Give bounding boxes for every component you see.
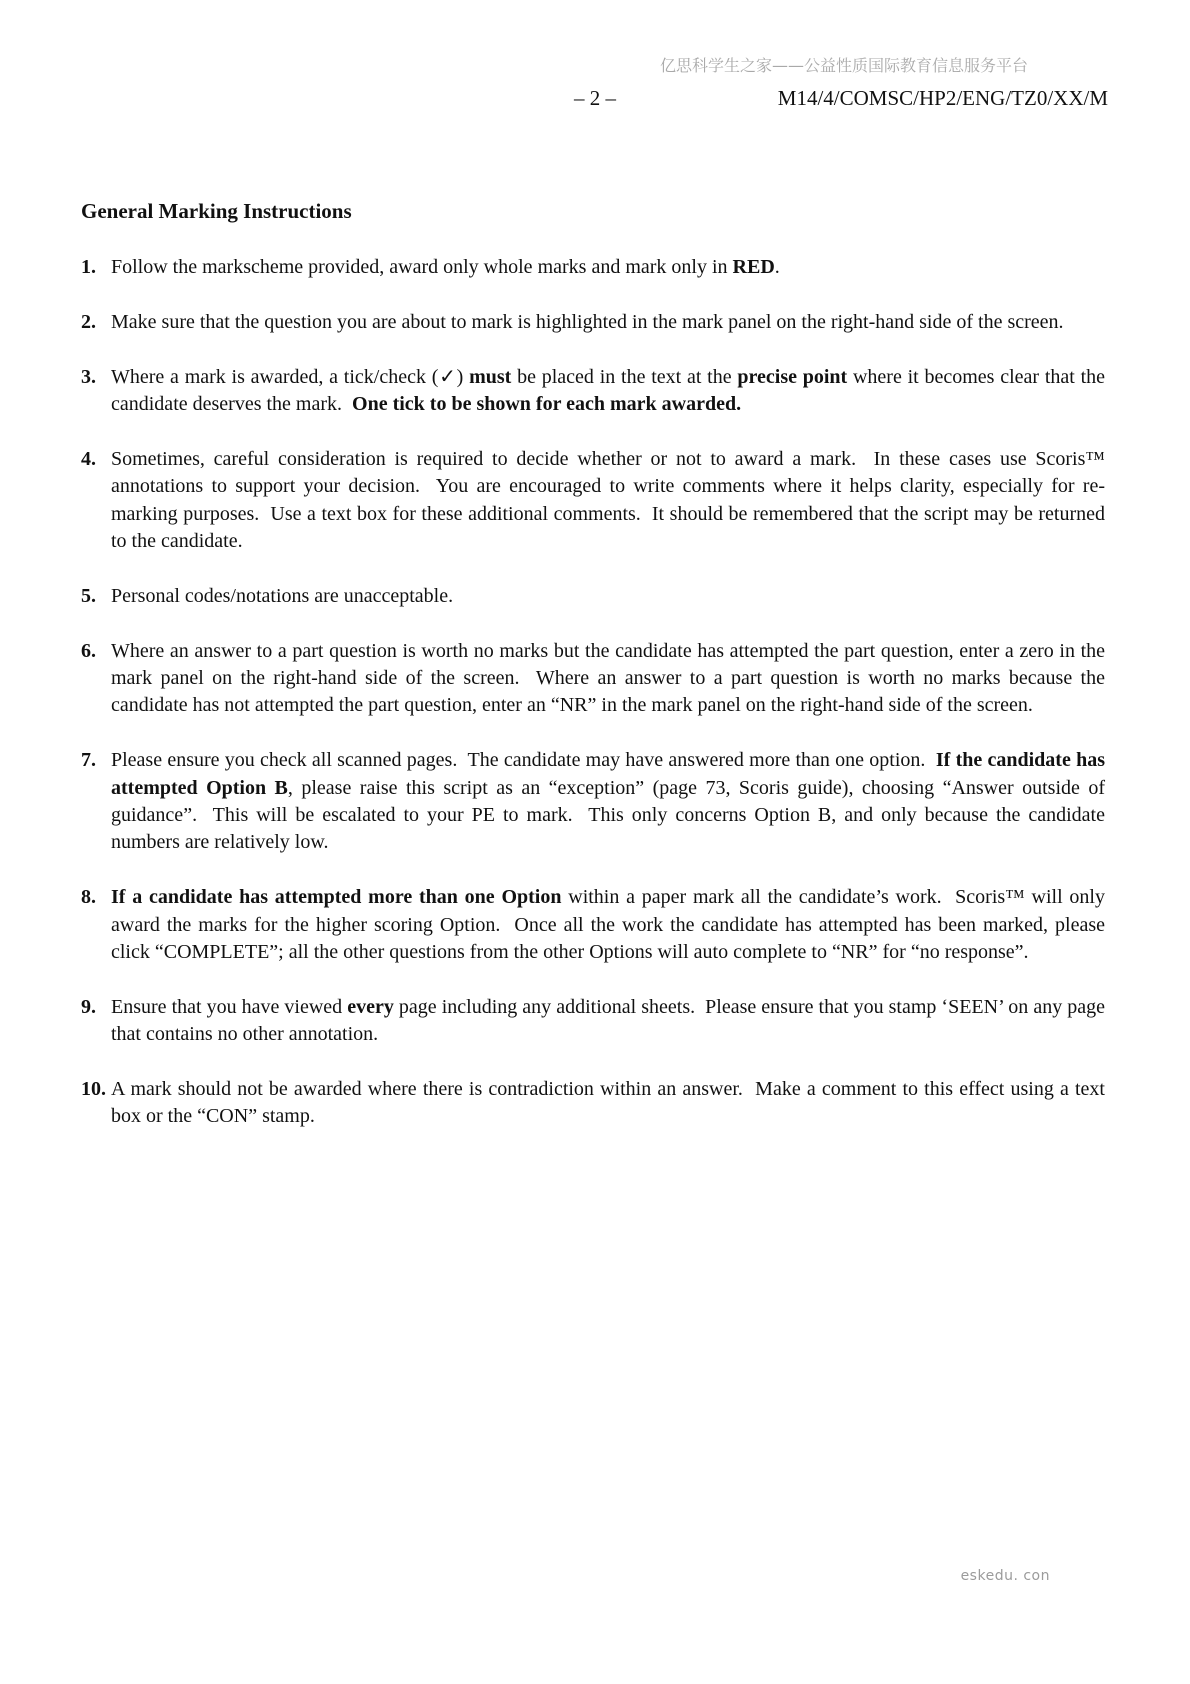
instruction-text [111,364,1111,419]
instruction-text [111,638,1110,720]
instruction-number: 4. [81,447,96,470]
watermark-text: 亿思科学生之家——公益性质国际教育信息服务平台 [660,56,1029,75]
text-run: A mark should not be awarded where there is contradiction within an answer. Make a comment to this effect using a text box or the “CON” stamp. [111,1078,1110,1128]
text-run: , please raise this script as an “exception” (page 73, Scoris guide), choosing “Answer outside of guidance”. This will be escalated to your PE to mark. This only concerns Option B, and only because the candidate numbers are relatively low. [111,776,1110,854]
instruction-item [81,364,1111,419]
text-run: Sometimes, careful consideration is required to decide whether or not to award a mark. In these cases use Scoris™ annotations to support your decision. You are encouraged to write comments where it helps clarity, especially for re-marking purposes. Use a text box for these additional comments. It should be remembered that the script may be returned to the candidate. [111,447,1110,553]
instruction-text [111,309,1105,336]
instruction-item [81,638,1110,720]
instruction-item [81,446,1110,556]
instruction-text [111,254,1105,281]
paper-reference: M14/4/COMSC/HP2/ENG/TZ0/XX/M [777,86,1108,110]
instruction-number: 2. [81,310,96,333]
instruction-text [111,884,1110,966]
instruction-item [81,583,1105,610]
bold-text-run: every [347,995,394,1018]
instruction-text [111,994,1110,1049]
text-run: Follow the markscheme provided, award only whole marks and mark only in [111,256,733,278]
text-run: Where a mark is awarded, a tick/check (✓) [111,365,470,388]
page-header [0,86,1190,114]
instruction-number: 9. [81,995,96,1018]
text-run: . [774,256,780,278]
bold-text-run: If a candidate has attempted more than one Option [111,886,562,909]
document-body [81,198,1111,1131]
page-title: General Marking Instructions [81,199,352,223]
instruction-number: 5. [81,584,96,607]
instruction-item [81,254,1105,281]
bold-text-run: One tick to be shown for each mark awarded. [352,393,742,415]
instruction-number: 6. [81,639,96,662]
instruction-text [111,446,1110,556]
text-run: where it becomes clear that the candidate deserves the mark. [111,365,1111,415]
instruction-item [81,747,1110,857]
instruction-item [81,309,1105,336]
text-run: within a paper mark all the candidate’s work. Scoris™ will only award the marks for the higher scoring Option. Once all the work the candidate has attempted has been marked, please click “COMPLETE”; all the other questions from the other Options will auto complete to “NR” for “no response”. [111,886,1110,964]
text-run: Ensure that you have viewed [111,995,348,1018]
text-run: page including any additional sheets. Please ensure that you stamp ‘SEEN’ on any page that contains no other annotation. [111,995,1110,1046]
instruction-text [111,583,1105,610]
instruction-number: 7. [81,749,96,772]
instruction-item [81,884,1110,966]
bold-text-run: RED [732,256,775,278]
text-run: Personal codes/notations are unacceptable. [111,584,454,607]
instructions-list [81,254,1111,1131]
text-run: Where an answer to a part question is worth no marks but the candidate has attempted the part question, enter a zero in the mark panel on the right-hand side of the screen. Where an answer to a part question is worth no marks because the candidate has not attempted the part question, enter an “NR” in the mark panel on the right-hand side of the screen. [111,639,1110,717]
text-run: be placed in the text at the [511,365,738,388]
bold-text-run: must [469,365,512,388]
instruction-number: 10. [81,1078,106,1101]
instruction-item [81,1076,1110,1131]
text-run: Please ensure you check all scanned pages. The candidate may have answered more than one option. [111,749,936,772]
page-number: – 2 – [574,86,616,110]
instruction-number: 8. [81,886,96,909]
instruction-text [111,1076,1110,1131]
bold-text-run: precise point [737,365,848,388]
instruction-number: 3. [81,365,96,388]
instruction-number: 1. [81,256,96,278]
text-run: Make sure that the question you are about to mark is highlighted in the mark panel on the right-hand side of the screen. [111,310,1064,333]
instruction-item [81,994,1110,1049]
instruction-text [111,747,1110,857]
site-footer: eskedu. con [960,1568,1050,1584]
bold-text-run: If the candidate has attempted Option B [111,749,1110,799]
